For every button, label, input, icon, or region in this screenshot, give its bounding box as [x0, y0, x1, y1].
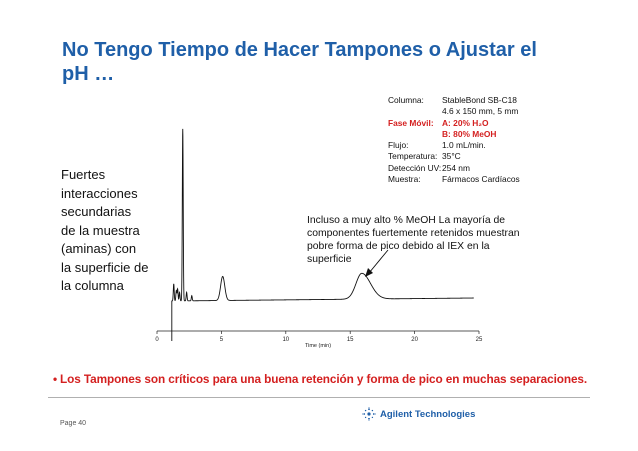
x-tick-label: 15: [346, 337, 354, 343]
slide-title-line-1: No Tengo Tiempo de Hacer Tampones o Ajustar el: [62, 39, 537, 61]
annotation-line: Incluso a muy alto % MeOH La mayoría de: [307, 215, 506, 226]
condition-value: StableBond SB-C18: [442, 95, 517, 105]
annotation-line: superficie: [307, 254, 352, 265]
condition-value: 1.0 mL/min.: [442, 140, 486, 151]
x-tick-label: 25: [475, 337, 483, 343]
condition-value: B: 80% MeOH: [442, 128, 497, 139]
left-note-line: secundarias: [61, 204, 132, 219]
left-note-line: la superficie de: [61, 259, 149, 275]
brand: [362, 407, 475, 421]
left-note-line: interacciones: [61, 185, 138, 201]
slide-title-line-2: pH …: [62, 63, 115, 85]
left-note-line: de la muestra: [61, 222, 140, 238]
x-ticks: [155, 331, 483, 343]
left-note-line: Fuertes: [61, 167, 106, 182]
x-tick-label: 20: [411, 337, 418, 343]
x-tick-label: 0: [155, 337, 159, 343]
left-note: [61, 166, 171, 296]
condition-label: Flujo:: [388, 140, 409, 151]
condition-value: 4.6 x 150 mm, 5 mm: [442, 106, 519, 117]
condition-value: A: 20% H₂O: [442, 117, 489, 128]
left-note-line: la columna: [61, 278, 124, 293]
condition-label: Detección UV:: [388, 162, 442, 173]
footer-divider: [48, 397, 590, 398]
page-number: Page 40: [60, 420, 87, 427]
left-note-line: (aminas) con: [61, 241, 137, 256]
condition-label: Muestra:: [388, 174, 421, 185]
spark-logo-icon: [362, 407, 376, 421]
brand-name: Agilent Technologies: [380, 408, 476, 420]
condition-value: Fármacos Cardíacos: [442, 174, 520, 185]
condition-label: Temperatura:: [388, 151, 438, 162]
footnote-bullet: •: [53, 372, 58, 386]
footnote-text: Los Tampones son críticos para una buena retención y forma de pico en muchas separaciones.: [60, 372, 588, 386]
condition-value: 254 nm: [442, 162, 470, 173]
condition-label: Fase Móvil:: [388, 117, 434, 128]
x-tick-label: 10: [282, 337, 290, 343]
annotation-text: [307, 214, 557, 266]
condition-label: Columna:: [388, 95, 424, 105]
annotation-line: componentes fuertemente retenidos muestran: [307, 228, 520, 239]
condition-value: 35°C: [442, 151, 461, 162]
x-axis-label: Time (min): [304, 343, 332, 349]
x-tick-label: 5: [219, 337, 224, 343]
footnote: [53, 372, 587, 386]
annotation-line: pobre forma de pico debido al IEX en la: [307, 241, 490, 252]
